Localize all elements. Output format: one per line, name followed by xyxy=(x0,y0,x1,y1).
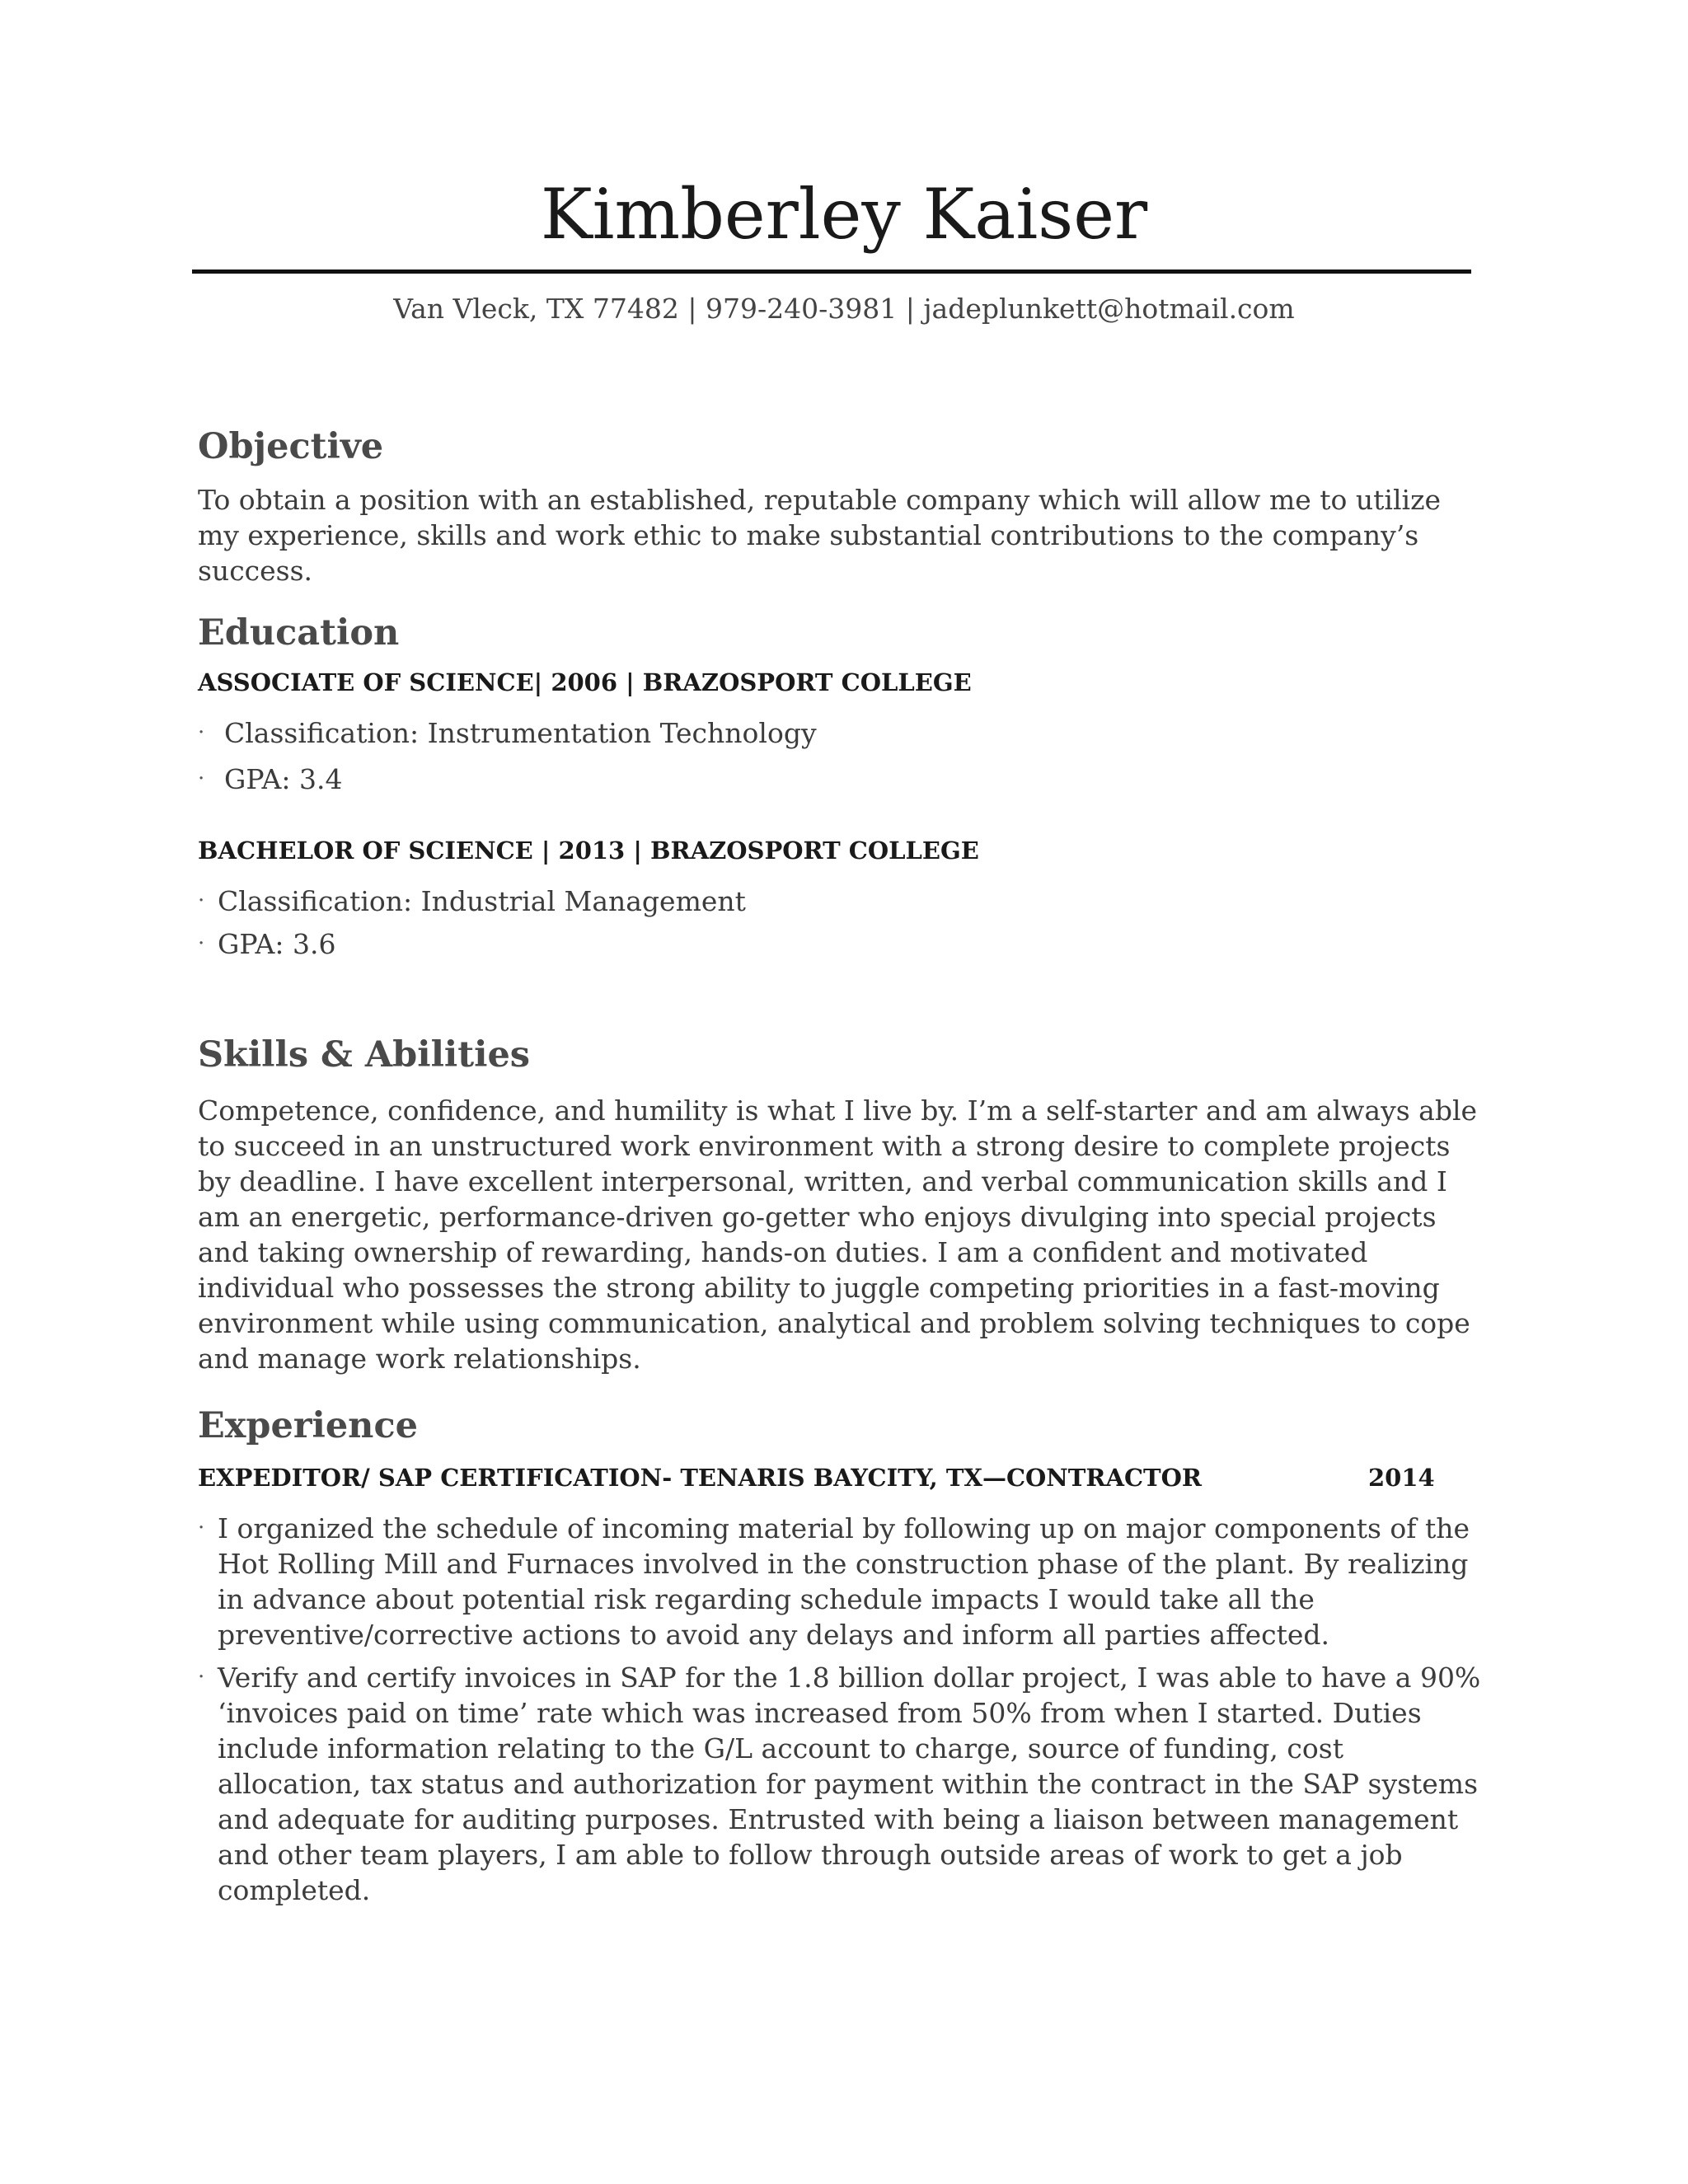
bullet-icon: · xyxy=(198,888,205,913)
education-entry-title: ASSOCIATE OF SCIENCE| 2006 | BRAZOSPORT COLLEGE xyxy=(198,668,972,696)
list-item: · Classification: Industrial Management xyxy=(198,885,746,917)
list-item: · Verify and certify invoices in SAP for the 1.8 billion dollar project, I was able to have a 90% ‘invoices paid on time’ rate which was increased from 50% from when I started. Duties include information relating to the G/L account to charge, source of funding, cost allocation, tax status and authorization for payment within the contract in the SAP systems and adequate for auditing purposes. Entrusted with being a liaison between management and other team players, I am able to follow through outside areas of work to get a job completed. xyxy=(198,1661,1481,1906)
experience-entry-year: 2014 xyxy=(1368,1464,1435,1492)
education-heading: Education xyxy=(198,612,400,654)
bullet-icon: · xyxy=(198,1665,205,1690)
contact-line: Van Vleck, TX 77482 | 979-240-3981 | jadeplunkett@hotmail.com xyxy=(393,293,1295,325)
list-item: · GPA: 3.4 xyxy=(198,763,343,795)
experience-entry-bullets xyxy=(198,1511,1492,1915)
objective-heading: Objective xyxy=(198,426,384,467)
objective-text: To obtain a position with an established, reputable company which will allow me to utilize my experience, skills and work ethic to make substantial contributions to the company’s success. xyxy=(198,484,1442,587)
education-entry-title: BACHELOR OF SCIENCE | 2013 | BRAZOSPORT COLLEGE xyxy=(198,837,979,865)
bullet-icon: · xyxy=(198,1516,205,1540)
list-item: · GPA: 3.6 xyxy=(198,928,336,960)
list-item: · Classification: Instrumentation Technology xyxy=(198,717,817,749)
bullet-icon: · xyxy=(198,766,205,791)
candidate-name: Kimberley Kaiser xyxy=(540,174,1148,255)
skills-heading: Skills & Abilities xyxy=(198,1034,531,1076)
header-divider xyxy=(192,269,1471,274)
experience-entry-title: EXPEDITOR/ SAP CERTIFICATION- TENARIS BAYCITY, TX—CONTRACTOR xyxy=(198,1464,1202,1492)
list-item: · I organized the schedule of incoming material by following up on major components of the Hot Rolling Mill and Furnaces involved in the construction phase of the plant. By realizing in advance about potential risk regarding schedule impacts I would take all the preventive/corrective actions to avoid any delays and inform all parties affected. xyxy=(198,1512,1470,1651)
bullet-icon: · xyxy=(198,720,205,745)
experience-heading: Experience xyxy=(198,1405,418,1446)
bullet-icon: · xyxy=(198,931,205,956)
education-entry-bullets xyxy=(198,883,1492,969)
skills-text: Competence, confidence, and humility is what I live by. I’m a self-starter and am always able to succeed in an unstructured work environment with a strong desire to complete projects by deadline. I have excellent interpersonal, written, and verbal communication skills and I am an energetic, performance-driven go-getter who enjoys divulging into special projects and taking ownership of rewarding, hands-on duties. I am a confident and motivated individual who possesses the strong ability to juggle competing priorities in a fast-moving environment while using communication, analytical and problem solving techniques to cope and manage work relationships. xyxy=(198,1094,1478,1375)
education-entry-bullets xyxy=(198,715,1492,808)
